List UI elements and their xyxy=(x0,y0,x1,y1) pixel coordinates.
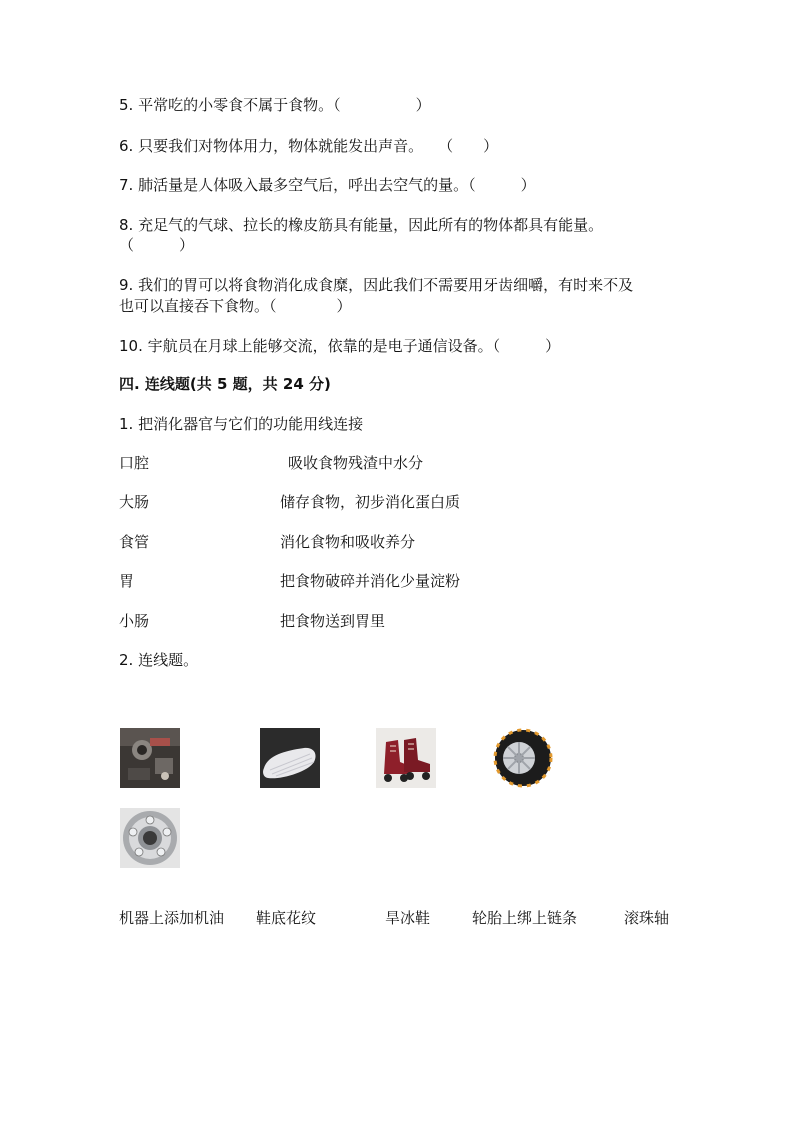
label-roller-skate: 旱冰鞋 xyxy=(385,909,431,927)
question-9-line2: 也可以直接吞下食物。（ ） xyxy=(119,297,352,315)
question-5: 5. 平常吃的小零食不属于食物。（ ） xyxy=(119,96,431,114)
engine-photo xyxy=(120,728,180,788)
organ-stomach: 胃 xyxy=(119,572,135,590)
matching-prompt-2: 2. 连线题。 xyxy=(119,651,199,669)
function-2: 储存食物，初步消化蛋白质 xyxy=(280,493,461,511)
function-3: 消化食物和吸收养分 xyxy=(280,533,416,551)
function-4: 把食物破碎并消化少量淀粉 xyxy=(280,572,461,590)
organ-small-intestine: 小肠 xyxy=(119,612,150,630)
question-8-blank: （ ） xyxy=(119,236,195,254)
question-7: 7. 肺活量是人体吸入最多空气后，呼出去空气的量。（ ） xyxy=(119,176,536,194)
section-title: 四. 连线题(共 5 题，共 24 分) xyxy=(119,375,331,393)
question-9: 9. 我们的胃可以将食物消化成食糜，因此我们不需要用牙齿细嚼，有时来不及 xyxy=(119,276,634,294)
function-5: 把食物送到胃里 xyxy=(280,612,386,630)
tire-chain-photo xyxy=(493,728,553,788)
organ-mouth: 口腔 xyxy=(119,454,150,472)
ball-bearing-photo xyxy=(120,808,180,868)
label-ball-bearing: 滚珠轴 xyxy=(624,909,670,927)
question-8: 8. 充足气的气球、拉长的橡皮筋具有能量，因此所有的物体都具有能量。 xyxy=(119,216,604,234)
matching-prompt-1: 1. 把消化器官与它们的功能用线连接 xyxy=(119,415,364,433)
function-1: 吸收食物残渣中水分 xyxy=(288,454,424,472)
organ-esophagus: 食管 xyxy=(119,533,150,551)
question-10: 10. 宇航员在月球上能够交流，依靠的是电子通信设备。（ ） xyxy=(119,337,561,355)
organ-large-intestine: 大肠 xyxy=(119,493,150,511)
label-machine-oil: 机器上添加机油 xyxy=(119,909,225,927)
label-shoe-pattern: 鞋底花纹 xyxy=(256,909,317,927)
roller-skate-photo xyxy=(376,728,436,788)
shoe-sole-photo xyxy=(260,728,320,788)
label-tire-chain: 轮胎上绑上链条 xyxy=(472,909,578,927)
question-6: 6. 只要我们对物体用力，物体就能发出声音。 （ ） xyxy=(119,137,499,155)
